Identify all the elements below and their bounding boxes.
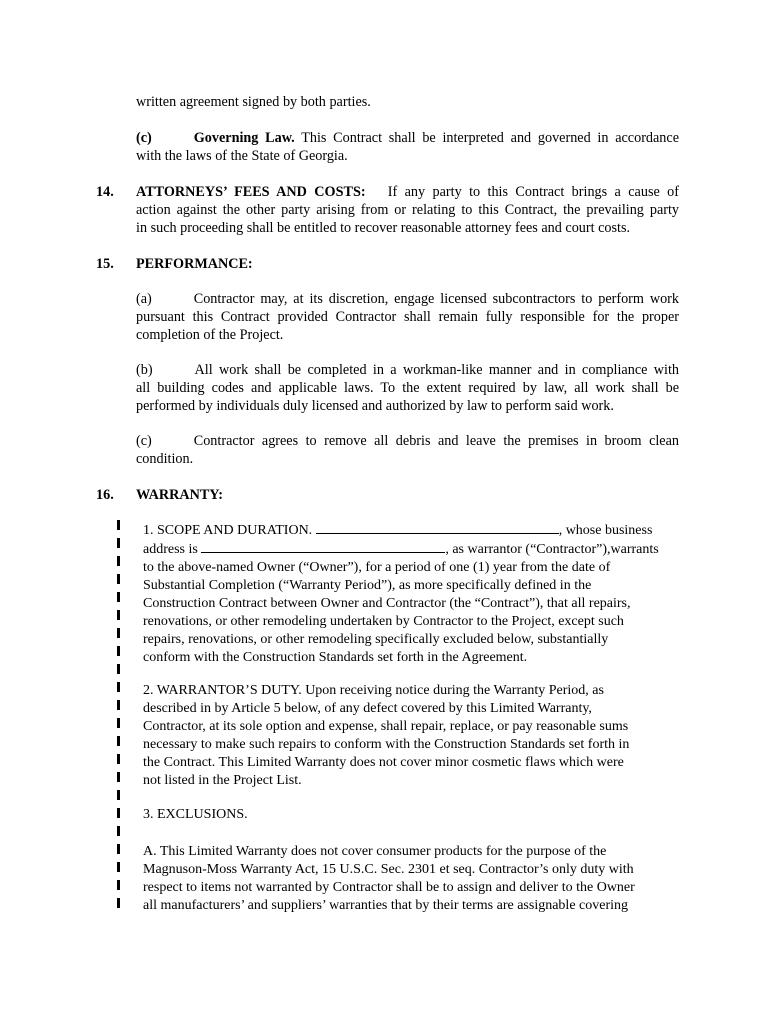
section-15-item-c: (c) Contractor agrees to remove all debris and leave the premises in broom clean condition. [136, 433, 679, 467]
warranty-scope-duration: 1. SCOPE AND DURATION. , whose business address is , as warrantor (“Contractor”),warrants to the above-named Owner (“Owner”), for a period of one (1) year from the date of Substantial Completion (“Warranty Period”), as more specifically defined in the Construction Contract between Owner and Contractor (the “Contract”), that all repairs, renovations, or other remodeling undertaken by Contractor to the Project, except such repairs, renovations, or other remodeling specifically excluded below, substantially conform with the Construction Standards set forth in the Agreement. [143, 523, 659, 665]
warranty-exclusions-heading: 3. EXCLUSIONS. [143, 807, 248, 822]
section-heading: WARRANTY: [136, 487, 223, 503]
clause-heading: Governing Law. [193, 130, 295, 146]
section-15-item-b: (b) All work shall be completed in a workman-like manner and in compliance with all building codes and applicable laws. To the extent required by law, all work shall be performed by individuals duly licensed and authorized by law to perform said work. [136, 362, 679, 414]
section-number: 15. [96, 256, 114, 272]
section-number: 14. [96, 184, 114, 200]
section-15-item-a: (a) Contractor may, at its discretion, engage licensed subcontractors to perform work pursuant this Contract provided Contractor shall remain fully responsible for the proper completion of the Project. [136, 291, 679, 343]
section-heading: PERFORMANCE: [136, 256, 253, 272]
contractor-address-blank[interactable] [201, 540, 445, 553]
governing-law-clause: (c) Governing Law. This Contract shall be interpreted and governed in accordance with the laws of the State of Georgia. [136, 130, 679, 164]
section-14-attorneys-fees: ATTORNEYS’ FEES AND COSTS: If any party to this Contract brings a cause of action against the other party arising from or relating to this Contract, the prevailing party in such proceeding shall be entitled to recover reasonable attorney fees and court costs. [136, 184, 679, 236]
intro-line: written agreement signed by both parties. [136, 94, 371, 110]
warranty-exclusion-a: A. This Limited Warranty does not cover consumer products for the purpose of the Magnuson-Moss Warranty Act, 15 U.S.C. Sec. 2301 et seq. Contractor’s only duty with respect to items not warranted by Contractor shall be to assign and deliver to the Owner all manufacturers’ and suppliers’ warranties that by their terms are assignable covering [143, 844, 635, 913]
section-heading: ATTORNEYS’ FEES AND COSTS: [136, 184, 366, 200]
warranty-warrantors-duty: 2. WARRANTOR’S DUTY. Upon receiving notice during the Warranty Period, as described in by Article 5 below, of any defect covered by this Limited Warranty, Contractor, at its sole option and expense, shall repair, replace, or pay reasonable sums necessary to make such repairs to conform with the Construction Standards set forth in the Contract. This Limited Warranty does not cover minor cosmetic flaws which were not listed in the Project List. [143, 683, 630, 788]
clause-label: (c) [136, 130, 152, 146]
section-number: 16. [96, 487, 114, 503]
contractor-name-blank[interactable] [316, 521, 559, 534]
